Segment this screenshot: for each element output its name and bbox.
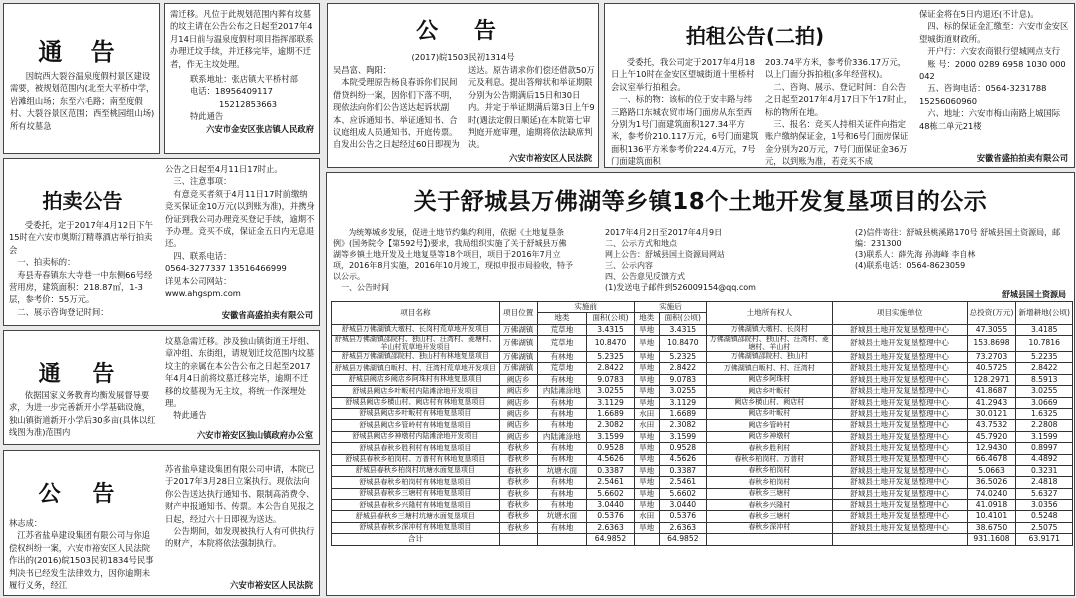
cell-name: 舒城县阙店乡阙店乡阿珠村有林地复垦项目 (332, 374, 500, 385)
cell-landclass-after: 水田 (634, 511, 659, 522)
cell-name: 舒城县春秋乡柏岗村坑塘水面复垦项目 (332, 465, 500, 476)
cell-invest: 10.4101 (967, 511, 1016, 522)
cell-owner: 阙店乡神墩村 (707, 431, 832, 442)
cell-name: 舒城县春秋乡三塘村坑塘水面复垦项目 (332, 511, 500, 522)
table-row (332, 386, 1073, 397)
cell-location: 阙店乡 (499, 431, 537, 442)
cell-invest: 128.2971 (967, 374, 1016, 385)
cell-area-before: 5.2325 (587, 351, 635, 362)
cell-location: 阙店乡 (499, 408, 537, 419)
cell-landclass-before: 荒草地 (537, 324, 587, 335)
cell-location: 阙店乡 (499, 374, 537, 385)
cell-owner: 万佛湖镇邵院村、独山村 (707, 351, 832, 362)
cell-landclass-after: 旱地 (634, 386, 659, 397)
cell-newland: 8.5913 (1016, 374, 1073, 385)
notice-col-1: 受委托，我公司定于2017年4月18日上午10时在金安区望城街道十里桥村会议室举行拍租会。 一、标的物：该标的位于安丰路与纬三路路口东城农贸市场门面房从东至西分别为1号门面建筑面积127.34平方米，参考价210.117万元，6号门面建筑面积136平方米参考价224.4万元，7号门面建筑面积 (611, 57, 759, 167)
cell-area-after: 2.3082 (659, 420, 707, 431)
cell-area-after: 2.5461 (659, 477, 707, 488)
cell-area-after: 2.6363 (659, 522, 707, 533)
cell-unit: 舒城县土地开发复垦整理中心 (832, 386, 967, 397)
cell-landclass-after: 旱地 (634, 397, 659, 408)
cell-landclass-after: 旱地 (634, 351, 659, 362)
contact-line: 特此通告 (190, 111, 224, 122)
col-header-area-after: 面积(公顷) (659, 313, 707, 324)
cell-unit: 舒城县土地开发复垦整理中心 (832, 431, 967, 442)
cell-invest: 40.5725 (967, 363, 1016, 374)
cell-name: 舒城县春秋乡柏岗村有林地复垦项目 (332, 477, 500, 488)
cell-unit: 舒城县土地开发复垦整理中心 (832, 420, 967, 431)
cell-location: 春秋乡 (499, 500, 537, 511)
cell-landclass-after: 水田 (634, 420, 659, 431)
cell-invest: 36.5026 (967, 477, 1016, 488)
cell-landclass-after: 旱地 (634, 454, 659, 465)
table-total-row (332, 534, 1073, 545)
cell-landclass-before: 内陆滩涂地 (537, 431, 587, 442)
cell-landclass-before: 有林地 (537, 477, 587, 488)
cell-landclass-after: 旱地 (634, 488, 659, 499)
cell-location: 春秋乡 (499, 465, 537, 476)
cell-area-after: 9.0783 (659, 374, 707, 385)
cell-landclass-before: 有林地 (537, 488, 587, 499)
contact-line: 电话：18956409117 (190, 86, 273, 97)
notice-body-cont: 坟墓急需迁移。涉及独山镇街道王圩组、章冲组、东街组，请规划迁坟范围内坟墓坟主的亲属在本公告公布之日起至2017年4月4日前将坟墓迁移完毕，逾期不迁移的坟墓视为无主坟，将统一作深埋处理。 特此通告 (165, 336, 315, 421)
notice-title: 拍租公告(二拍) (685, 24, 825, 48)
cell-landclass-after: 旱地 (634, 374, 659, 385)
cell-owner: 春秋乡兴隆村 (707, 500, 832, 511)
cell-area-before: 9.0783 (587, 374, 635, 385)
col-header-unit: 项目实施单位 (832, 302, 967, 325)
cell-name: 舒城县春秋乡柏岗村、万普村有林地复垦项目 (332, 454, 500, 465)
cell-invest: 74.0240 (967, 488, 1016, 499)
notice-land-project-publicity (326, 172, 1075, 596)
cell-unit: 舒城县土地开发复垦整理中心 (832, 511, 967, 522)
cell-unit: 舒城县土地开发复垦整理中心 (832, 443, 967, 454)
cell-area-before: 4.5626 (587, 454, 635, 465)
cell-newland: 0.5248 (1016, 511, 1073, 522)
cell-landclass-after: 旱地 (634, 477, 659, 488)
cell-newland: 1.6325 (1016, 408, 1073, 419)
cell-area-after: 3.1599 (659, 431, 707, 442)
col-header-owner: 土地所有权人 (707, 302, 832, 325)
cell-location: 春秋乡 (499, 477, 537, 488)
total-cell-landclass-before (537, 534, 587, 545)
cell-landclass-after: 旱地 (634, 522, 659, 533)
cell-newland: 10.7816 (1016, 336, 1073, 352)
cell-invest: 153.8698 (967, 336, 1016, 352)
col-header-landclass-after: 地类 (634, 313, 659, 324)
cell-landclass-before: 有林地 (537, 522, 587, 533)
cell-area-before: 2.8422 (587, 363, 635, 374)
col-header-location: 项目位置 (499, 302, 537, 325)
cell-invest: 47.3055 (967, 324, 1016, 335)
cell-landclass-after: 旱地 (634, 431, 659, 442)
cell-invest: 43.7532 (967, 420, 1016, 431)
cell-name: 舒城县万佛湖镇白畈村、村、汪湾村荒草地开发项目 (332, 363, 500, 374)
col-header-landclass-before: 地类 (537, 313, 587, 324)
cell-newland: 0.3231 (1016, 465, 1073, 476)
cell-newland: 0.8997 (1016, 443, 1073, 454)
notice-body: 因皖西大裂谷温泉度假村景区建设需要，被规划范围内(北至大平桥中学，岩滩组山场；东至六毛路；南至度假村、大裂谷景区范围；西至桃园组山场)所有坟墓急 (10, 71, 155, 131)
contact-line: 联系地址：张店镇大平桥村部 (190, 74, 298, 85)
signature: 六安市金安区张店镇人民政府 (206, 123, 314, 134)
cell-area-after: 3.1129 (659, 397, 707, 408)
contact-block (170, 73, 314, 123)
notice-title: 拍卖公告 (42, 189, 123, 213)
table-row (332, 454, 1073, 465)
notice-col-3: (2)信件寄往：舒城县桃溪路170号 舒城县国土资源局，邮编：231300 (3)联系人：薛先海 孙海峰 李自林 (4)联系电话：0564-8623059 (855, 228, 1061, 270)
cell-area-before: 10.8470 (587, 336, 635, 352)
table-row (332, 488, 1073, 499)
cell-landclass-after: 旱地 (634, 465, 659, 476)
cell-invest: 41.0918 (967, 500, 1016, 511)
doc-number: (2017)皖1503民初1314号 (411, 52, 515, 62)
notice-col-1: 为统筹城乡发展，促进土地节约集约利用，依据《土地复垦条例》(国务院令【第592号】)要求，我局组织实施了关于舒城县万佛湖等乡镇土地开发及土地复垦等18个项目，项目于2016年7月立项，2016年8月实施，2016年10月竣工，现拟申报市局验收，特予以公示。 一、公告时间 (333, 228, 573, 292)
cell-invest: 73.2703 (967, 351, 1016, 362)
cell-name: 舒城县阙店乡横山村、阙店村有林地复垦项目 (332, 397, 500, 408)
cell-location: 万佛湖镇 (499, 336, 537, 352)
cell-newland: 5.6327 (1016, 488, 1073, 499)
cell-location: 春秋乡 (499, 443, 537, 454)
cell-name: 舒城县春秋乡胜利村有林地复垦项目 (332, 443, 500, 454)
col-header-newland: 新增耕地(公顷) (1016, 302, 1073, 325)
cell-landclass-after: 旱地 (634, 500, 659, 511)
cell-area-before: 3.0255 (587, 386, 635, 397)
table-row (332, 363, 1073, 374)
table-row (332, 431, 1073, 442)
total-cell-owner (707, 534, 832, 545)
cell-location: 春秋乡 (499, 511, 537, 522)
cell-owner: 春秋乡深冲村 (707, 522, 832, 533)
cell-location: 阙店乡 (499, 397, 537, 408)
table-row (332, 397, 1073, 408)
total-cell-area-after: 64.9852 (659, 534, 707, 545)
cell-location: 万佛湖镇 (499, 363, 537, 374)
cell-newland: 2.8422 (1016, 363, 1073, 374)
cell-area-before: 0.9528 (587, 443, 635, 454)
cell-owner: 春秋乡胜利村 (707, 443, 832, 454)
cell-invest: 41.2943 (967, 397, 1016, 408)
total-cell-unit (832, 534, 967, 545)
cell-owner: 阙店乡叶畈村 (707, 408, 832, 419)
cell-name: 舒城县万佛湖镇大墩村、长岗村荒草地开发项目 (332, 324, 500, 335)
cell-area-after: 3.4315 (659, 324, 707, 335)
cell-name: 舒城县阙店乡叶畈村内陆滩涂地开发项目 (332, 386, 500, 397)
cell-landclass-before: 内陆滩涂地 (537, 386, 587, 397)
col-header-area-before: 面积(公顷) (587, 313, 635, 324)
total-cell-newland: 63.9171 (1016, 534, 1073, 545)
col-header-before: 实施前 (537, 302, 634, 313)
cell-unit: 舒城县土地开发复垦整理中心 (832, 408, 967, 419)
cell-location: 万佛湖镇 (499, 324, 537, 335)
cell-newland: 3.4185 (1016, 324, 1073, 335)
cell-name: 舒城县万佛湖镇邵院村、独山村有林地复垦项目 (332, 351, 500, 362)
total-cell-area-before: 64.9852 (587, 534, 635, 545)
cell-name: 舒城县阙店乡神墩村内陆滩涂地开发项目 (332, 431, 500, 442)
cell-landclass-before: 荒草地 (537, 363, 587, 374)
cell-newland: 2.2808 (1016, 420, 1073, 431)
cell-unit: 舒城县土地开发复垦整理中心 (832, 351, 967, 362)
table-row (332, 351, 1073, 362)
notice-body-cont: 苏省盐阜建设集团有限公司申请，本院已于2017年3月28日立案执行。现依法向你公告送达执行通知书、限制高消费令、财产申报通知书、传票。本公告自见报之日起，经过六十日即视为送达。 公告期间，如发现被执行人有可供执行的财产，本院将依法强制执行。 (165, 464, 315, 549)
signature: 舒城县国土资源局 (1002, 290, 1066, 299)
cell-landclass-after: 旱地 (634, 324, 659, 335)
col-header-name: 项目名称 (332, 302, 500, 325)
cell-area-before: 2.5461 (587, 477, 635, 488)
cell-unit: 舒城县土地开发复垦整理中心 (832, 477, 967, 488)
cell-landclass-before: 有林地 (537, 420, 587, 431)
cell-landclass-after: 水田 (634, 408, 659, 419)
cell-invest: 12.9430 (967, 443, 1016, 454)
col-header-invest: 总投资(万元) (967, 302, 1016, 325)
cell-area-after: 10.8470 (659, 336, 707, 352)
table-row (332, 420, 1073, 431)
total-cell-invest: 931.1608 (967, 534, 1016, 545)
table-row (332, 477, 1073, 488)
signature: 安徽省高盛拍卖有限公司 (221, 309, 313, 320)
cell-unit: 舒城县土地开发复垦整理中心 (832, 454, 967, 465)
cell-owner: 春秋乡三塘村 (707, 488, 832, 499)
notice-title: 公 告 (38, 482, 127, 507)
cell-landclass-before: 有林地 (537, 500, 587, 511)
cell-newland: 2.5075 (1016, 522, 1073, 533)
cell-location: 春秋乡 (499, 522, 537, 533)
cell-area-after: 5.2325 (659, 351, 707, 362)
signature: 六安市裕安区人民法院 (509, 152, 592, 163)
cell-landclass-after: 旱地 (634, 336, 659, 352)
table-row (332, 465, 1073, 476)
cell-area-after: 4.5626 (659, 454, 707, 465)
cell-owner: 春秋乡柏岗村 (707, 465, 832, 476)
cell-area-after: 0.9528 (659, 443, 707, 454)
cell-landclass-before: 荒草地 (537, 336, 587, 352)
cell-location: 春秋乡 (499, 488, 537, 499)
cell-newland: 4.4892 (1016, 454, 1073, 465)
cell-area-after: 2.8422 (659, 363, 707, 374)
cell-unit: 舒城县土地开发复垦整理中心 (832, 324, 967, 335)
notice-relocation-zhangdian-cont (164, 3, 320, 154)
cell-location: 阙店乡 (499, 420, 537, 431)
cell-area-before: 0.3387 (587, 465, 635, 476)
cell-owner: 阙店乡横山村、阙店村 (707, 397, 832, 408)
cell-area-before: 3.4315 (587, 324, 635, 335)
cell-unit: 舒城县土地开发复垦整理中心 (832, 500, 967, 511)
cell-location: 春秋乡 (499, 454, 537, 465)
cell-unit: 舒城县土地开发复垦整理中心 (832, 363, 967, 374)
cell-owner: 春秋乡三塘村 (707, 511, 832, 522)
cell-invest: 66.4678 (967, 454, 1016, 465)
table-row (332, 511, 1073, 522)
table-row (332, 443, 1073, 454)
notice-body: 依据国家义务教育均衡发展督导要求，为进一步完善新开小学基础设施，独山镇街道新开小学后30多亩(具体以红线图为准)范围内 (9, 390, 156, 438)
cell-invest: 45.7920 (967, 431, 1016, 442)
cell-landclass-before: 有林地 (537, 454, 587, 465)
table-row (332, 374, 1073, 385)
notice-body: 吴昌富、陶阳： 本院受理原告杨良春诉你们民间借贷纠纷一案，因你们下落不明，现依法向你们公告送达起诉状副本、应诉通知书、举证通知书、合议庭组成人员通知书、开庭传票。自发出公告之日起经过60日即视为 (333, 65, 460, 150)
notice-body: 需迁移。凡位于此规划范围内葬有坟墓的坟主请在公告公布之日起至2017年4月14日前与温泉度假村项目指挥部联系办理迁坟手续，并迁移完毕，逾期不迁者，作无主坟处理。 (170, 9, 314, 69)
table-row (332, 324, 1073, 335)
signature: 六安市裕安区独山镇政府办公室 (196, 429, 313, 440)
cell-landclass-before: 有林地 (537, 351, 587, 362)
cell-owner: 阙店乡阿珠村 (707, 374, 832, 385)
cell-name: 舒城县阙店乡管岭村有林地复垦项目 (332, 420, 500, 431)
cell-newland: 3.0356 (1016, 500, 1073, 511)
total-cell-landclass-after (634, 534, 659, 545)
table-row (332, 500, 1073, 511)
cell-newland: 3.0255 (1016, 386, 1073, 397)
notice-col-2: 2017年4月2日至2017年4月9日 二、公示方式和地点 网上公告：舒城县国土资源局网站 三、公示内容 四、公告意见反馈方式 (1)发送电子邮件到526009154@qq.com (605, 228, 756, 292)
table-row (332, 522, 1073, 533)
cell-landclass-before: 有林地 (537, 443, 587, 454)
cell-unit: 舒城县土地开发复垦整理中心 (832, 488, 967, 499)
cell-landclass-before: 坑塘水面 (537, 465, 587, 476)
cell-unit: 舒城县土地开发复垦整理中心 (832, 336, 967, 352)
cell-area-before: 3.1599 (587, 431, 635, 442)
cell-area-before: 3.0440 (587, 500, 635, 511)
cell-owner: 万佛湖镇白畈村、村、汪湾村 (707, 363, 832, 374)
cell-landclass-before: 有林地 (537, 397, 587, 408)
cell-area-after: 3.0440 (659, 500, 707, 511)
col-header-after: 实施后 (634, 302, 706, 313)
notice-body-cont: 公告之日起至4月11日17时止。 三、注意事项： 有意竞买者须于4月11日17时前缴纳竞买保证金10万元(以到账为准)，并携身份证到我公司办理竞买登记手续，逾期不予办理。竞买不成，保证金五日内无息退还。 四、联系电话： 0564-3277337 13516466999 详见本公司网站： www.ahgspm.com (165, 164, 315, 299)
notice-court-summons (327, 3, 599, 168)
table-row (332, 408, 1073, 419)
cell-owner: 春秋乡柏岗村 (707, 477, 832, 488)
cell-owner: 阙店乡叶畈村 (707, 386, 832, 397)
table-row (332, 336, 1073, 352)
cell-area-after: 5.6602 (659, 488, 707, 499)
cell-unit: 舒城县土地开发复垦整理中心 (832, 522, 967, 533)
cell-landclass-after: 旱地 (634, 443, 659, 454)
signature: 六安市裕安区人民法院 (230, 579, 313, 590)
project-table-body (332, 324, 1073, 545)
cell-area-before: 0.5376 (587, 511, 635, 522)
cell-invest: 41.8687 (967, 386, 1016, 397)
cell-owner: 春秋乡柏岗村、万普村 (707, 454, 832, 465)
cell-invest: 30.0121 (967, 408, 1016, 419)
cell-area-before: 1.6689 (587, 408, 635, 419)
cell-area-before: 2.6363 (587, 522, 635, 533)
cell-invest: 38.6750 (967, 522, 1016, 533)
cell-newland: 2.4818 (1016, 477, 1073, 488)
notice-lease-auction (604, 3, 1075, 168)
cell-newland: 3.1599 (1016, 431, 1073, 442)
cell-newland: 3.0669 (1016, 397, 1073, 408)
cell-name: 舒城县春秋乡深冲村有林地复垦项目 (332, 522, 500, 533)
project-table (331, 301, 1073, 546)
cell-area-after: 1.6689 (659, 408, 707, 419)
cell-unit: 舒城县土地开发复垦整理中心 (832, 397, 967, 408)
cell-owner: 阙店乡管岭村 (707, 420, 832, 431)
notice-col-2: 203.74平方米，参考价336.17万元，以上门面分拆拍租(多年经营权)。 二、咨询、展示、登记时间：自公告之日起至2017年4月17日下午17时止，标的物所在地。 三、报名：竞买人持相关证件向指定账户缴纳保证金，1号和6号门面房保证金分别为20万元，7号门面保证金36万元，以到账为准，若竞买不成 (765, 57, 913, 167)
notice-body: 林志成： 江苏省盐阜建设集团有限公司与你追偿权纠纷一案，六安市裕安区人民法院作出的(2016)皖1503民初1834号民事判决书已经发生法律效力，因你逾期未履行义务，经江 (9, 518, 154, 591)
cell-invest: 5.0663 (967, 465, 1016, 476)
notice-title: 通 告 (38, 362, 127, 387)
cell-landclass-before: 坑塘水面 (537, 511, 587, 522)
notice-relocation-zhangdian (3, 3, 160, 154)
notice-relocation-dushan (3, 330, 320, 445)
total-cell-name: 合计 (332, 534, 500, 545)
notice-title: 公 告 (416, 19, 510, 44)
notice-body-cont: 送达。原告请求你们偿还借款50万元及利息。提出答辩状和举证期限分别为公告期满后15日和30日内。并定于举证期满后第3日上午9时(遇法定假日顺延)在本院第七审判庭开庭审理，逾期将依法缺席判决。 (468, 65, 595, 150)
cell-area-before: 3.1129 (587, 397, 635, 408)
cell-area-after: 0.3387 (659, 465, 707, 476)
cell-landclass-before: 有林地 (537, 374, 587, 385)
cell-area-after: 0.5376 (659, 511, 707, 522)
notice-property-auction (3, 158, 320, 326)
cell-landclass-before: 有林地 (537, 408, 587, 419)
cell-unit: 舒城县土地开发复垦整理中心 (832, 374, 967, 385)
cell-owner: 万佛湖镇邵院村、独山村、汪湾村、菱塘村、羊山村 (707, 336, 832, 352)
cell-area-before: 2.3082 (587, 420, 635, 431)
cell-owner: 万佛湖镇大墩村、长岗村 (707, 324, 832, 335)
cell-name: 舒城县春秋乡兴隆村有林地复垦项目 (332, 500, 500, 511)
signature: 安徽省盛拍拍卖有限公司 (976, 152, 1068, 163)
contact-line: 15212853663 (219, 98, 278, 109)
notice-title: 通 告 (38, 38, 125, 66)
cell-newland: 5.2235 (1016, 351, 1073, 362)
cell-name: 舒城县万佛湖镇邵院村、独山村、汪湾村、菱塘村、羊山村荒草地开发项目 (332, 336, 500, 352)
cell-name: 舒城县春秋乡三塘村有林地复垦项目 (332, 488, 500, 499)
cell-location: 万佛湖镇 (499, 351, 537, 362)
notice-court-execution (3, 450, 320, 596)
cell-location: 阙店乡 (499, 386, 537, 397)
total-cell-location (499, 534, 537, 545)
notice-body: 受委托，定于2017年4月12日下午15时在六安市奥斯汀精尊酒店举行拍卖会 一、拍卖标的： 寿县寿春镇东大寺巷一中东侧66号经营用房，建筑面积：218.87㎡，1-3层，参考价：55万元。 二、展示咨询登记时间： (9, 220, 153, 317)
page-title: 关于舒城县万佛湖等乡镇18个土地开发复垦项目的公示 (413, 189, 988, 215)
cell-area-after: 3.0255 (659, 386, 707, 397)
notice-col-3: 保证金将在5日内退还(不计息)。 四、标的保证金汇缴至：六安市金安区望城街道财政所。 开户行：六安农商银行望城网点支行 账 号：2000 0289 6958 1030 000 042 五、咨询电话：0564-3231788 15256060960 六、地址：六安市梅山南路上城国际48栋二单元21楼 (919, 9, 1069, 131)
cell-area-before: 5.6602 (587, 488, 635, 499)
cell-landclass-after: 旱地 (634, 363, 659, 374)
cell-unit: 舒城县土地开发复垦整理中心 (832, 465, 967, 476)
cell-name: 舒城县阙店乡叶畈村有林地复垦项目 (332, 408, 500, 419)
